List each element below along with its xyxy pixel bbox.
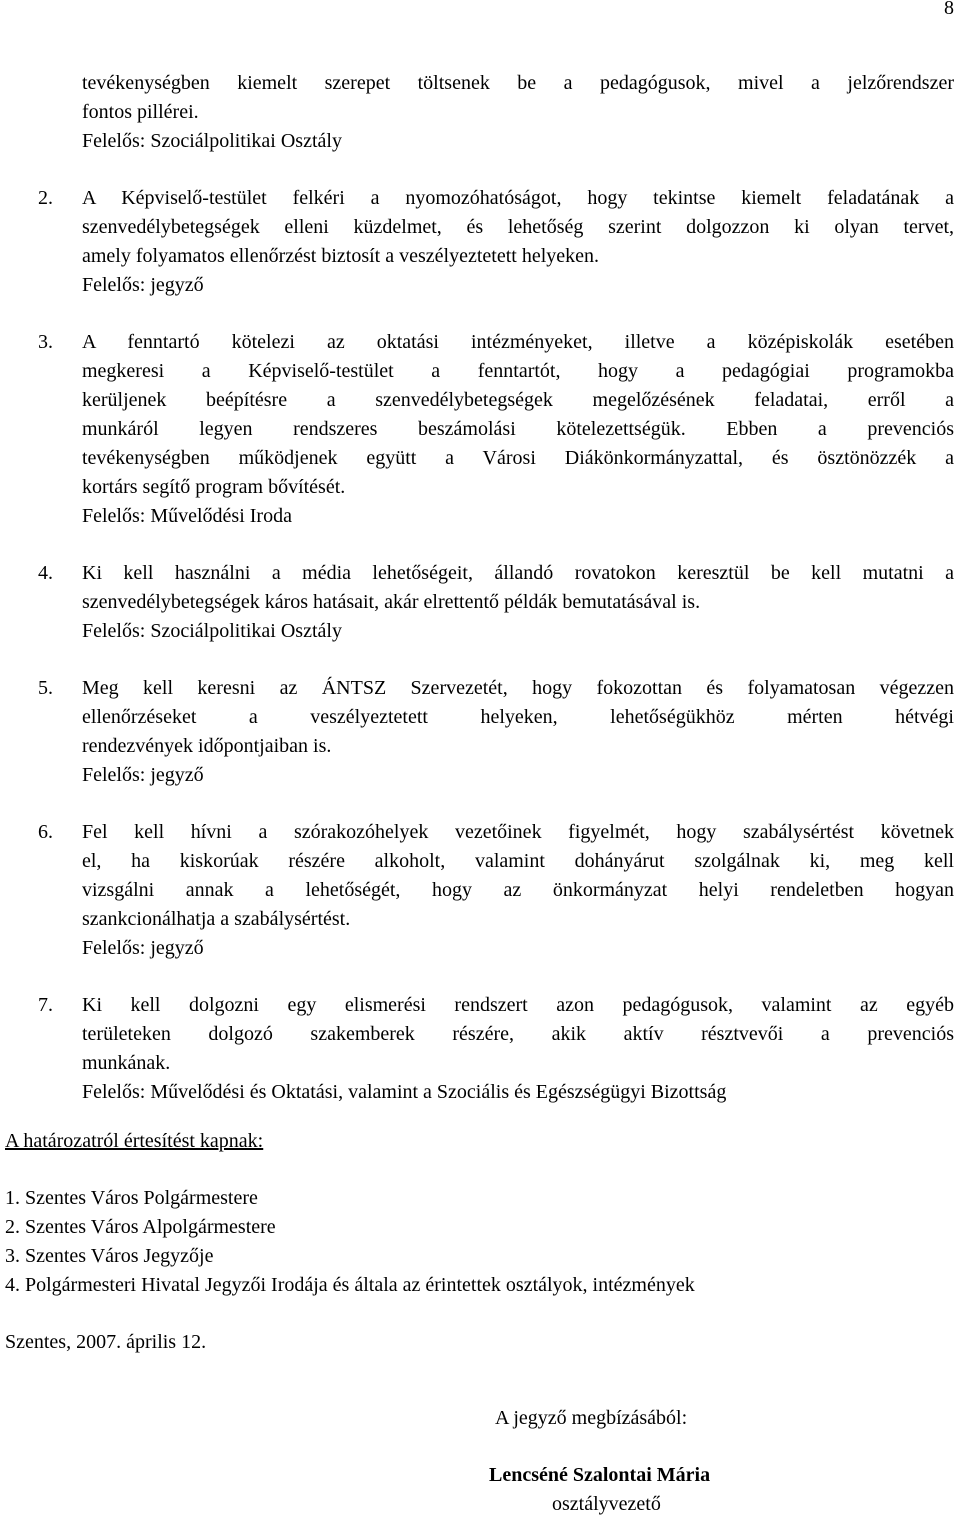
signature-intro: A jegyző megbízásából:	[495, 1407, 688, 1429]
item-line: tevékenységben működjenek együtt a Városi Diákönkormányzattal, és ösztönözzék a	[82, 447, 954, 469]
recipient-item: 3. Szentes Város Jegyzője	[5, 1245, 214, 1267]
item-number: 6.	[38, 821, 53, 843]
notification-heading: A határozatról értesítést kapnak:	[5, 1130, 264, 1152]
item-number: 4.	[38, 562, 53, 584]
item-line: 4. Ki kell használni a média lehetőségeit, állandó rovatokon keresztül be kell mutatni a	[0, 559, 954, 588]
item-line: megkeresi a Képviselő-testület a fenntartót, hogy a pedagógiai programokba	[82, 360, 954, 382]
responsible-line: Felelős: Szociálpolitikai Osztály	[82, 130, 342, 152]
page-number: 8	[944, 0, 954, 19]
item-line: munkának.	[82, 1052, 171, 1074]
item-line: el, ha kiskorúak részére alkoholt, valamint dohányárut szolgálnak ki, meg kell	[82, 850, 954, 872]
document-body	[0, 69, 960, 1357]
intro-line: fontos pillérei.	[82, 101, 199, 123]
item-line: kerüljenek beépítésre a szenvedélybetegségek megelőzésének feladatai, erről a	[82, 389, 954, 411]
item-line: 2. A Képviselő-testület felkéri a nyomozóhatóságot, hogy tekintse kiemelt feladatának a	[0, 184, 954, 213]
item-line: 3. A fenntartó kötelezi az oktatási intézményeket, illetve a középiskolák esetében	[0, 328, 954, 357]
signature-title: osztályvezető	[552, 1493, 661, 1515]
responsible-line: Felelős: jegyző	[82, 937, 204, 959]
item-line: rendezvények időpontjaiban is.	[82, 735, 332, 757]
recipient-item: 1. Szentes Város Polgármestere	[5, 1187, 258, 1209]
responsible-line: Felelős: Művelődési Iroda	[82, 505, 292, 527]
item-line: szankcionálhatja a szabálysértést.	[82, 908, 351, 930]
item-line: munkáról legyen rendszeres beszámolási kötelezettségük. Ebben a prevenciós	[82, 418, 954, 440]
item-line: 5. Meg kell keresni az ÁNTSZ Szervezetét, hogy fokozottan és folyamatosan végezzen	[0, 674, 954, 703]
recipient-item: 4. Polgármesteri Hivatal Jegyzői Irodája és általa az érintettek osztályok, intézmények	[5, 1274, 695, 1296]
item-number: 7.	[38, 994, 53, 1016]
item-line: szenvedélybetegségek elleni küzdelmet, és lehetőség szerint dolgozzon ki olyan tervet,	[82, 216, 954, 238]
item-line: szenvedélybetegségek káros hatásait, akár elrettentő példák bemutatásával is.	[82, 591, 701, 613]
responsible-line: Felelős: Művelődési és Oktatási, valamint a Szociális és Egészségügyi Bizottság	[82, 1081, 727, 1103]
item-line: területeken dolgozó szakemberek részére, akik aktív résztvevői a prevenciós	[82, 1023, 954, 1045]
responsible-line: Felelős: Szociálpolitikai Osztály	[82, 620, 342, 642]
item-line: ellenőrzéseket a veszélyeztetett helyeken, lehetőségükhöz mérten hétvégi	[82, 706, 954, 728]
responsible-line: Felelős: jegyző	[82, 764, 204, 786]
document-date: Szentes, 2007. április 12.	[5, 1331, 207, 1353]
item-number: 5.	[38, 677, 53, 699]
responsible-line: Felelős: jegyző	[82, 274, 204, 296]
item-line: kortárs segítő program bővítését.	[82, 476, 346, 498]
signature-name: Lencséné Szalontai Mária	[489, 1464, 711, 1486]
item-line: 7. Ki kell dolgozni egy elismerési rendszert azon pedagógusok, valamint az egyéb	[0, 991, 954, 1020]
item-number: 2.	[38, 187, 53, 209]
item-line: amely folyamatos ellenőrzést biztosít a veszélyeztetett helyeken.	[82, 245, 600, 267]
item-line: 6. Fel kell hívni a szórakozóhelyek vezetőinek figyelmét, hogy szabálysértést követnek	[0, 818, 954, 847]
recipient-item: 2. Szentes Város Alpolgármestere	[5, 1216, 276, 1238]
intro-line: tevékenységben kiemelt szerepet töltsenek be a pedagógusok, mivel a jelzőrendszer	[82, 72, 954, 94]
item-line: vizsgálni annak a lehetőségét, hogy az önkormányzat helyi rendeletben hogyan	[82, 879, 954, 901]
item-number: 3.	[38, 331, 53, 353]
